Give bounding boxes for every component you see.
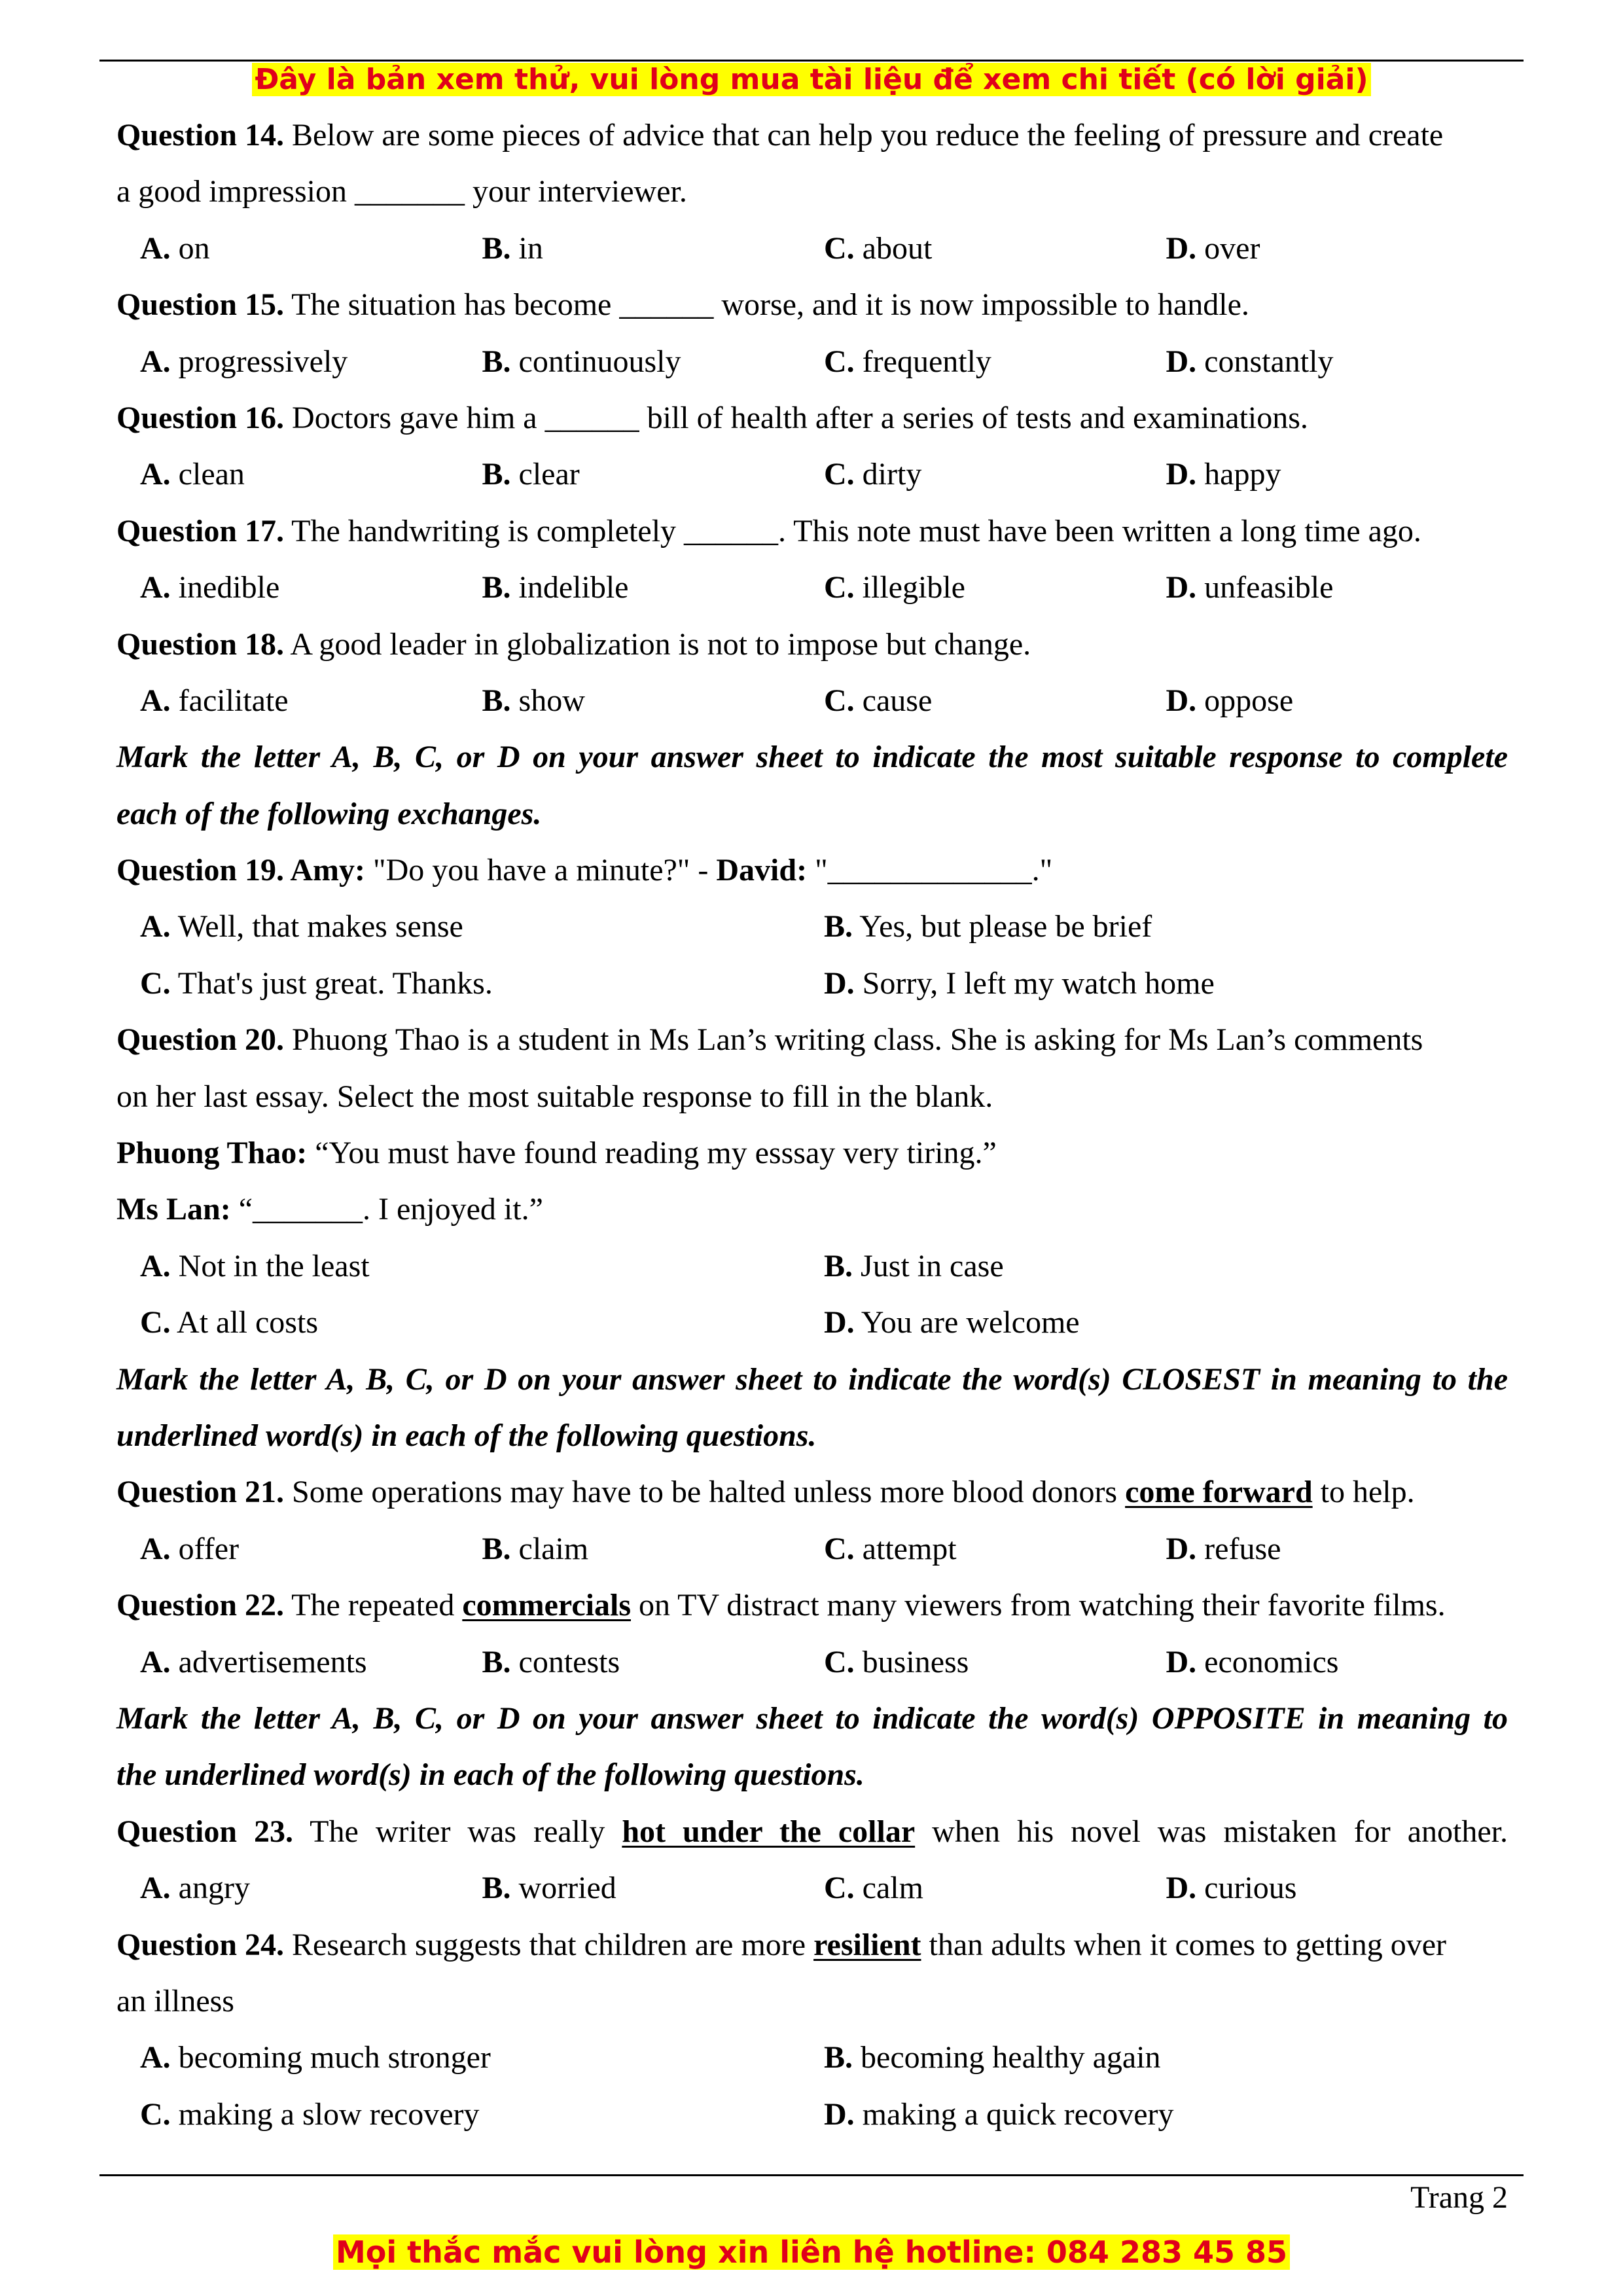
footer-notice: Mọi thắc mắc vui lòng xin liên hệ hotline: 084 283 45 85	[0, 2231, 1623, 2274]
option-c[interactable]: C. dirty	[824, 457, 922, 492]
instruction-exchanges-cont: each of the following exchanges.	[116, 796, 542, 831]
option-b[interactable]: B. show	[482, 683, 585, 718]
question-24-options-row2	[116, 2087, 1508, 2143]
question-19-options-row2	[116, 956, 1508, 1012]
question-14: Question 14. Below are some pieces of advice that can help you reduce the feeling of pressure and create	[116, 118, 1444, 152]
question-20: Question 20. Phuong Thao is a student in Ms Lan’s writing class. She is asking for Ms Lan’s comments	[116, 1022, 1423, 1058]
option-b[interactable]: B. worried	[482, 1871, 616, 1906]
question-21: Question 21. Some operations may have to be halted unless more blood donors come forward to help.	[116, 1475, 1415, 1510]
underlined-phrase: resilient	[813, 1927, 921, 1962]
document-body	[116, 107, 1508, 2143]
option-d[interactable]: D. Sorry, I left my watch home	[824, 965, 1215, 1001]
option-d[interactable]: D. curious	[1166, 1871, 1297, 1906]
question-18: Question 18. A good leader in globalization is not to impose but change.	[116, 626, 1031, 662]
option-c[interactable]: C. business	[824, 1644, 969, 1679]
question-19: Question 19. Amy: "Do you have a minute?" - David: "_____________."	[116, 853, 1053, 888]
option-c[interactable]: C. making a slow recovery	[140, 2096, 480, 2132]
question-22: Question 22. The repeated commercials on TV distract many viewers from watching their favorite films.	[116, 1588, 1446, 1623]
option-d[interactable]: D. oppose	[1166, 683, 1294, 718]
option-a[interactable]: A. Well, that makes sense	[140, 909, 463, 944]
question-16-options	[116, 446, 1508, 503]
instruction-closest: Mark the letter A, B, C, or D on your answer sheet to indicate the word(s) CLOSEST in meaning to the	[116, 1361, 1508, 1397]
option-a[interactable]: A. angry	[140, 1871, 250, 1906]
question-20-cont: on her last essay. Select the most suitable response to fill in the blank.	[116, 1079, 993, 1114]
question-20-options-row1	[116, 1238, 1508, 1295]
option-a[interactable]: A. clean	[140, 457, 245, 492]
option-b[interactable]: B. continuously	[482, 344, 681, 379]
question-17: Question 17. The handwriting is completely ______. This note must have been written a long time ago.	[116, 513, 1421, 548]
option-d[interactable]: D. unfeasible	[1166, 570, 1334, 605]
underlined-phrase: commercials	[462, 1588, 631, 1623]
question-16: Question 16. Doctors gave him a ______ bill of health after a series of tests and examinations.	[116, 400, 1308, 435]
option-a[interactable]: A. on	[140, 230, 210, 266]
question-17-options	[116, 560, 1508, 616]
question-14-cont: a good impression _______ your interviewer.	[116, 174, 687, 209]
underlined-phrase: hot under the collar	[622, 1814, 916, 1849]
option-d[interactable]: D. over	[1166, 230, 1260, 266]
option-a[interactable]: A. facilitate	[140, 683, 289, 718]
option-d[interactable]: D. You are welcome	[824, 1305, 1080, 1340]
option-d[interactable]: D. economics	[1166, 1644, 1339, 1679]
option-b[interactable]: B. claim	[482, 1531, 589, 1566]
option-d[interactable]: D. making a quick recovery	[824, 2096, 1174, 2132]
question-21-options	[116, 1521, 1508, 1577]
option-d[interactable]: D. happy	[1166, 457, 1281, 492]
question-18-options	[116, 673, 1508, 729]
option-a[interactable]: A. becoming much stronger	[140, 2040, 491, 2075]
instruction-closest-cont: underlined word(s) in each of the following questions.	[116, 1418, 817, 1453]
question-15: Question 15. The situation has become ______ worse, and it is now impossible to handle.	[116, 287, 1249, 323]
header-notice: Đây là bản xem thử, vui lòng mua tài liệu để xem chi tiết (có lời giải)	[0, 59, 1623, 101]
option-b[interactable]: B. contests	[482, 1644, 620, 1679]
option-c[interactable]: C. At all costs	[140, 1305, 318, 1340]
option-b[interactable]: B. Just in case	[824, 1248, 1004, 1283]
option-b[interactable]: B. Yes, but please be brief	[824, 909, 1152, 944]
option-c[interactable]: C. about	[824, 230, 933, 266]
option-c[interactable]: C. illegible	[824, 570, 965, 605]
option-c[interactable]: C. cause	[824, 683, 933, 718]
option-b[interactable]: B. indelible	[482, 570, 629, 605]
page-number: Trang 2	[1410, 2180, 1508, 2215]
question-20-options-row2	[116, 1295, 1508, 1351]
footer-rule	[99, 2174, 1524, 2176]
instruction-exchanges: Mark the letter A, B, C, or D on your answer sheet to indicate the most suitable response to complete	[116, 740, 1508, 775]
option-c[interactable]: C. That's just great. Thanks.	[140, 965, 493, 1001]
option-b[interactable]: B. in	[482, 230, 543, 266]
option-b[interactable]: B. becoming healthy again	[824, 2040, 1161, 2075]
question-15-options	[116, 334, 1508, 390]
option-a[interactable]: A. inedible	[140, 570, 280, 605]
option-b[interactable]: B. clear	[482, 457, 580, 492]
option-c[interactable]: C. calm	[824, 1871, 923, 1906]
question-23: Question 23. The writer was really hot under the collar when his novel was mistaken for another.	[116, 1814, 1508, 1849]
option-a[interactable]: A. offer	[140, 1531, 240, 1566]
question-20-dialogue-1: Phuong Thao: “You must have found reading my esssay very tiring.”	[116, 1136, 997, 1171]
question-24-cont: an illness	[116, 1983, 234, 2018]
option-a[interactable]: A. advertisements	[140, 1644, 367, 1679]
question-19-options-row1	[116, 899, 1508, 955]
option-a[interactable]: A. Not in the least	[140, 1248, 370, 1283]
instruction-opposite: Mark the letter A, B, C, or D on your answer sheet to indicate the word(s) OPPOSITE in meaning to	[116, 1700, 1508, 1736]
option-c[interactable]: C. frequently	[824, 344, 991, 379]
option-c[interactable]: C. attempt	[824, 1531, 957, 1566]
instruction-opposite-cont: the underlined word(s) in each of the following questions.	[116, 1757, 865, 1793]
question-24: Question 24. Research suggests that children are more resilient than adults when it comes to getting over	[116, 1927, 1446, 1962]
question-23-options	[116, 1860, 1508, 1916]
underlined-phrase: come forward	[1125, 1475, 1313, 1510]
question-20-dialogue-2: Ms Lan: “_______. I enjoyed it.”	[116, 1192, 543, 1227]
option-d[interactable]: D. constantly	[1166, 344, 1334, 379]
question-22-options	[116, 1634, 1508, 1691]
option-d[interactable]: D. refuse	[1166, 1531, 1281, 1566]
question-14-options	[116, 221, 1508, 277]
question-24-options-row1	[116, 2030, 1508, 2086]
option-a[interactable]: A. progressively	[140, 344, 348, 379]
